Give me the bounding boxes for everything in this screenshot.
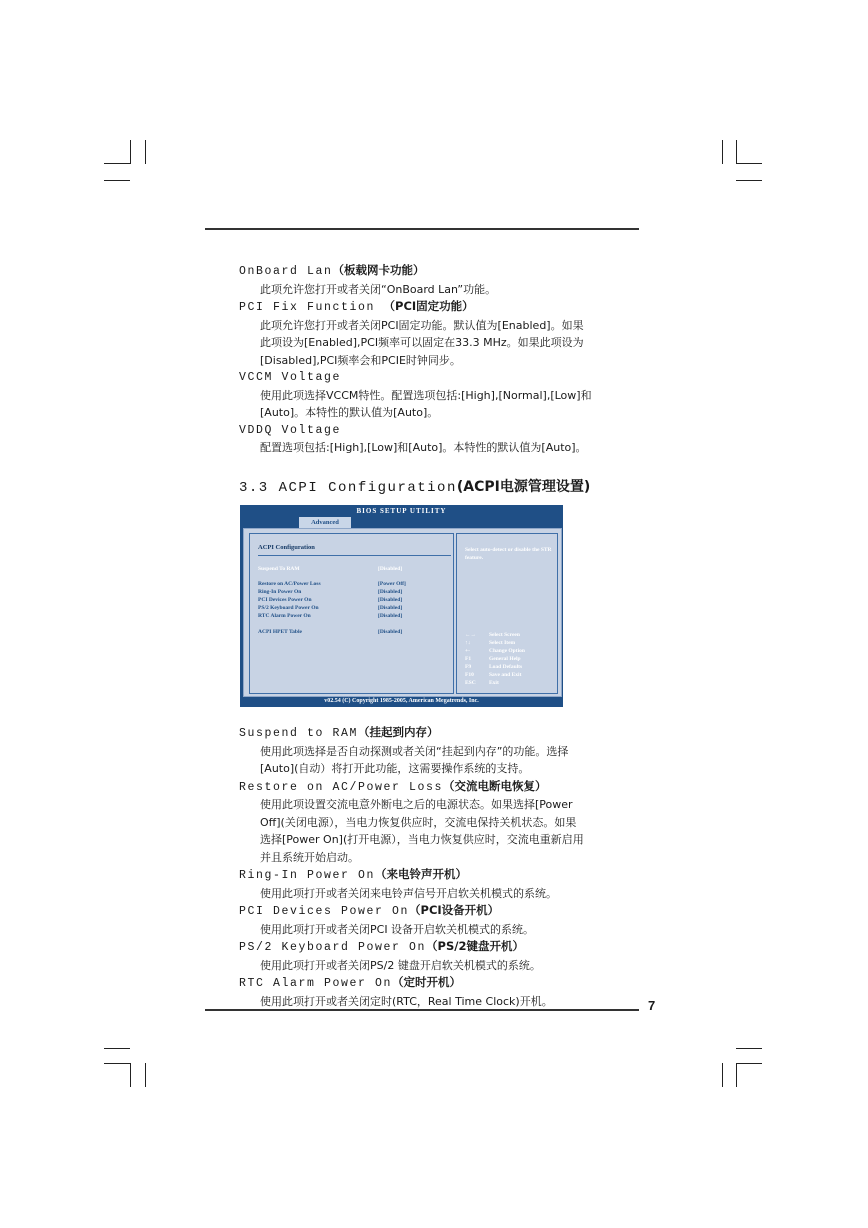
section-pci-devices	[239, 902, 644, 938]
page-number: 7	[648, 998, 656, 1013]
bios-panel	[243, 528, 562, 697]
term: Restore on AC/Power Loss（交流电断电恢复）	[239, 778, 547, 794]
description: Off](关闭电源），当电力恢复供应时，交流电保持关机状态。如果	[260, 815, 577, 829]
setting-label[interactable]: Restore on AC/Power Loss	[258, 581, 321, 587]
setting-value[interactable]: [Disabled]	[378, 589, 403, 595]
help-text: Select auto-detect or disable the STR feature.	[465, 547, 552, 561]
description: 使用此项打开或者关闭来电铃声信号开启软关机模式的系统。	[260, 886, 557, 900]
heading-text: 3.3 ACPI Configuration(ACPI电源管理设置)	[239, 479, 591, 496]
bios-help-pane	[456, 533, 558, 694]
term: OnBoard Lan（板载网卡功能）	[239, 263, 425, 278]
key-hint: ←→ Select Screen	[465, 632, 520, 638]
description: 使用此项设置交流电意外断电之后的电源状态。如果选择[Power	[260, 798, 573, 811]
key-hint: ↑↓ Select Item	[465, 640, 516, 646]
section-vccm	[239, 369, 644, 422]
crop-mark	[736, 1063, 762, 1064]
crop-mark	[722, 1063, 723, 1087]
bios-settings-pane	[249, 533, 454, 694]
setting-label[interactable]: ACPI HPET Table	[258, 629, 302, 635]
setting-label[interactable]: RTC Alarm Power On	[258, 613, 311, 619]
crop-mark	[145, 140, 146, 164]
description: 使用此项选择VCCM特性。配置选项包括:[High],[Normal],[Low]和	[260, 388, 592, 402]
crop-mark	[736, 180, 762, 181]
tab-advanced[interactable]: Advanced	[299, 517, 351, 528]
description: 使用此项打开或者关闭PCI 设备开启软关机模式的系统。	[260, 922, 535, 936]
key-hint: F10 Save and Exit	[465, 672, 522, 678]
key-hint: F9 Load Defaults	[465, 664, 523, 670]
key-hint: ESC Exit	[465, 680, 499, 686]
crop-mark	[722, 140, 723, 164]
section-pci-fix	[239, 298, 644, 369]
bios-copyright: v02.54 (C) Copyright 1985-2005, American Megatrends, Inc.	[324, 698, 479, 704]
term: Ring-In Power On（来电铃声开机）	[239, 867, 468, 882]
crop-mark	[736, 163, 762, 164]
description: 配置选项包括:[High],[Low]和[Auto]。本特性的默认值为[Auto]。	[260, 441, 587, 454]
crop-mark	[736, 140, 737, 164]
bios-section-title: ACPI Configuration	[258, 544, 315, 551]
term: PS/2 Keyboard Power On（PS/2键盘开机）	[239, 939, 524, 954]
top-sections	[239, 262, 644, 457]
description: 并且系统开始启动。	[260, 850, 359, 864]
section-suspend-to-ram	[239, 724, 644, 778]
section-heading	[239, 476, 644, 496]
term: PCI Fix Function （PCI固定功能）	[239, 299, 474, 314]
setting-label[interactable]: PS/2 Keyboard Power On	[258, 605, 319, 611]
header-rule	[205, 228, 639, 230]
crop-mark	[104, 180, 130, 181]
crop-mark	[104, 163, 130, 164]
bios-title: BIOS SETUP UTILITY	[356, 507, 447, 515]
description: 使用此项选择是否自动探测或者关闭“挂起到内存”的功能。选择	[260, 744, 569, 758]
crop-mark	[104, 1063, 130, 1064]
key-hint: F1 General Help	[465, 656, 521, 662]
bios-screenshot	[240, 505, 563, 707]
term: RTC Alarm Power On（定时开机）	[239, 975, 462, 990]
setting-value[interactable]: [Disabled]	[378, 613, 403, 619]
setting-value[interactable]: [Disabled]	[378, 605, 403, 611]
term: PCI Devices Power On（PCI设备开机）	[239, 903, 500, 918]
description: 使用此项打开或者关闭PS/2 键盘开启软关机模式的系统。	[260, 958, 541, 972]
setting-value[interactable]: [Disabled]	[378, 566, 403, 572]
setting-label[interactable]: Suspend To RAM	[258, 566, 300, 572]
crop-mark	[130, 1063, 131, 1087]
setting-label[interactable]: Ring-In Power On	[258, 589, 302, 595]
description: 使用此项打开或者关闭定时(RTC，Real Time Clock)开机。	[260, 994, 553, 1008]
description: 此项设为[Enabled],PCI频率可以固定在33.3 MHz。如果此项设为	[260, 336, 584, 349]
key-hint: +- Change Option	[465, 648, 525, 654]
crop-mark	[145, 1063, 146, 1087]
term: VDDQ Voltage	[239, 423, 342, 437]
term: VCCM Voltage	[239, 371, 342, 384]
setting-value[interactable]: [Power Off]	[378, 581, 406, 587]
crop-mark	[736, 1048, 762, 1049]
section-ps2-keyboard	[239, 938, 644, 974]
setting-value[interactable]: [Disabled]	[378, 629, 403, 635]
setting-label[interactable]: PCI Devices Power On	[258, 597, 312, 603]
section-vddq	[239, 422, 644, 457]
setting-value[interactable]: [Disabled]	[378, 597, 403, 603]
section-onboard-lan	[239, 262, 644, 298]
divider	[258, 555, 451, 556]
description: 选择[Power On](打开电源），当电力恢复供应时，交流电重新启用	[260, 833, 584, 846]
crop-mark	[130, 140, 131, 164]
section-ring-in	[239, 866, 644, 902]
description: 此项允许您打开或者关闭“OnBoard Lan”功能。	[260, 282, 497, 296]
crop-mark	[736, 1063, 737, 1087]
crop-mark	[104, 1048, 130, 1049]
bottom-sections	[239, 724, 644, 1010]
term: Suspend to RAM（挂起到内存）	[239, 725, 439, 740]
section-rtc-alarm	[239, 974, 644, 1010]
description: 此项允许您打开或者关闭PCI固定功能。默认值为[Enabled]。如果	[260, 318, 584, 332]
description: [Disabled],PCI频率会和PCIE时钟同步。	[260, 353, 461, 367]
description: [Auto]。本特性的默认值为[Auto]。	[260, 406, 439, 419]
section-restore-ac	[239, 778, 644, 867]
description: [Auto](自动）将打开此功能，这需要操作系统的支持。	[260, 762, 530, 775]
